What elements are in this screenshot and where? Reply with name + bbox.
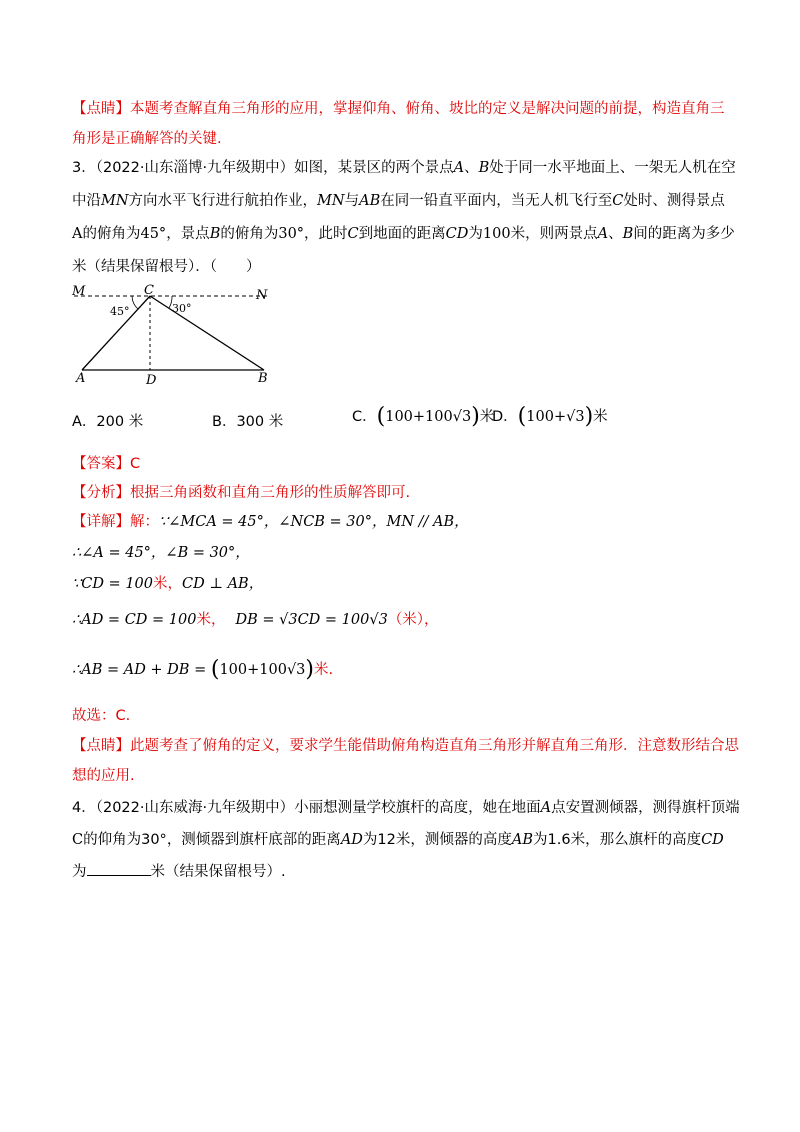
remark-text: 想的应用.	[72, 768, 135, 784]
detail-unit: 米，	[196, 612, 226, 628]
detail-line-2	[72, 542, 732, 564]
question-3-line-2	[72, 190, 732, 212]
paren-close: )	[584, 404, 594, 429]
question-text: 米，测倾器的高度	[395, 832, 512, 848]
question-3-line-1	[72, 157, 736, 179]
question-text: 米（结果保留根号）．（ ）	[72, 259, 261, 275]
detail-tag: 【详解】	[72, 514, 130, 530]
question-text: 到地面的距离	[358, 226, 446, 242]
remark-line	[72, 765, 732, 787]
question-text: 为	[362, 832, 378, 848]
math-var: A	[72, 226, 83, 242]
paren-close: )	[305, 657, 314, 682]
label-d: D	[146, 373, 157, 388]
analysis-line	[72, 482, 732, 504]
detail-unit: 米，	[153, 576, 182, 592]
question-text: ，此时	[304, 226, 348, 242]
answer-blank[interactable]	[87, 861, 151, 876]
answer-value: C	[130, 456, 141, 472]
detail-line-1	[72, 511, 732, 533]
remark-line	[72, 128, 732, 150]
option-d-expression: 100+√3	[526, 409, 585, 425]
math-var: MN	[101, 193, 129, 209]
detail-math: ∵∠MCA = 45°，∠NCB = 30°，MN // AB，	[159, 514, 469, 530]
detail-math: ∵CD = 100	[72, 576, 153, 592]
question-3-line-3	[72, 223, 735, 245]
question-text: 方向水平飞行进行航拍作业，	[128, 193, 318, 209]
question-4-line-1	[72, 797, 740, 819]
remark-text: 此题考查了俯角的定义，要求学生能借助俯角构造直角三角形并解直角三角形．注意数形结合思	[130, 738, 739, 754]
question-text: 处时、测得景点	[623, 193, 725, 209]
angle-label-30: 30°	[172, 302, 192, 315]
detail-line-5	[72, 659, 732, 681]
question-number: 4．	[72, 800, 96, 816]
geometry-figure	[68, 282, 288, 388]
math-var: A	[597, 226, 609, 242]
option-c-label: C．	[352, 409, 377, 425]
math-var: B	[209, 226, 221, 242]
question-text: 小丽想测量学校旗杆的高度，她在地面	[294, 800, 541, 816]
question-text: ，景点	[166, 226, 210, 242]
question-text: 为	[468, 226, 483, 242]
question-text: 米，则两景点	[510, 226, 598, 242]
choice-line	[72, 705, 732, 727]
detail-math: DB = √3CD = 100√3	[235, 612, 388, 628]
option-c-unit: 米	[479, 409, 495, 425]
remark-tag: 【点睛】	[72, 101, 130, 117]
option-c-expression: 100+100√3	[385, 409, 472, 425]
detail-line-4	[72, 609, 732, 631]
label-b: B	[258, 371, 268, 386]
math-var: C	[612, 193, 624, 209]
question-text: 在同一铅直平面内，当无人机飞行至	[380, 193, 613, 209]
detail-lead: 解：	[130, 514, 159, 530]
detail-expression: 100+100√3	[219, 662, 306, 678]
math-var: MN	[317, 193, 345, 209]
question-source: （2022·山东淄博·九年级期中）	[95, 160, 295, 176]
question-text: 的俯角为	[82, 226, 141, 242]
remark-tag: 【点睛】	[72, 738, 130, 754]
analysis-tag: 【分析】	[72, 485, 130, 501]
math-var: C	[347, 226, 359, 242]
question-4-line-3	[72, 861, 732, 883]
question-text: 、	[608, 226, 623, 242]
question-source: （2022·山东威海·九年级期中）	[95, 800, 295, 816]
answer-tag: 【答案】	[72, 456, 130, 472]
line-cb	[150, 296, 264, 370]
math-var: B	[622, 226, 634, 242]
question-text: 处于同一水平地面上、一架无人机在空	[489, 160, 736, 176]
option-d-unit: 米	[593, 409, 608, 425]
option-d[interactable]	[492, 406, 608, 428]
math-var: A	[540, 800, 552, 816]
paren-open: (	[210, 657, 220, 682]
paren-open: (	[376, 404, 386, 429]
question-text: 米，那么旗杆的高度	[570, 832, 702, 848]
detail-unit: （米），	[387, 612, 439, 628]
detail-math: ∴AB = AD + DB =	[72, 662, 211, 678]
option-d-label: D．	[492, 409, 518, 425]
choice-text: 故选：C.	[72, 708, 131, 724]
detail-line-3	[72, 573, 732, 595]
math-value: 30°	[278, 226, 305, 242]
angle-arc-left	[132, 296, 138, 309]
remark-line	[72, 735, 739, 757]
detail-math: ∴AD = CD = 100	[72, 612, 197, 628]
remark-text: 本题考查解直角三角形的应用，掌握仰角、俯角、坡比的定义是解决问题的前提，构造直角三	[130, 101, 725, 117]
remark-line	[72, 98, 732, 120]
math-var: AD	[340, 832, 363, 848]
question-text: ，测倾器到旗杆底部的距离	[166, 832, 341, 848]
option-b[interactable]	[212, 411, 283, 433]
question-4-line-2	[72, 829, 732, 851]
question-text: 如图，某景区的两个景点	[294, 160, 454, 176]
label-c: C	[144, 283, 154, 298]
math-var: AB	[359, 193, 381, 209]
math-var: CD	[701, 832, 724, 848]
math-value: 45°	[140, 226, 167, 242]
math-var: C	[72, 832, 84, 848]
question-text: 为	[533, 832, 548, 848]
paren-close: )	[471, 404, 480, 429]
question-text: 与	[344, 193, 360, 209]
math-value: 12	[377, 832, 396, 848]
label-m: M	[72, 284, 86, 299]
answer-line	[72, 453, 732, 475]
math-value: 1.6	[547, 832, 571, 848]
question-text: 的仰角为	[83, 832, 142, 848]
question-text: 、	[464, 160, 479, 176]
question-text: 间的距离为多少	[633, 226, 735, 242]
detail-math: ∴∠A = 45°，∠B = 30°，	[72, 545, 250, 561]
label-a: A	[76, 371, 86, 386]
math-var: A	[453, 160, 465, 176]
question-text: 为	[72, 864, 87, 880]
question-text: 的俯角为	[220, 226, 279, 242]
option-b-label: B．300 米	[212, 414, 284, 430]
math-value: 30°	[141, 832, 167, 848]
question-text: 米（结果保留根号）.	[150, 864, 286, 880]
angle-label-45: 45°	[110, 305, 130, 318]
math-var: CD	[445, 226, 469, 242]
analysis-text: 根据三角函数和直角三角形的性质解答即可.	[130, 485, 411, 501]
option-a-label: A．200 米	[72, 414, 144, 430]
question-text: 点安置测倾器，测得旗杆顶端	[551, 800, 740, 816]
option-a[interactable]	[72, 411, 143, 433]
math-var: B	[478, 160, 490, 176]
math-var: AB	[511, 832, 534, 848]
remark-text: 角形是正确解答的关键.	[72, 131, 222, 147]
math-value: 100	[482, 226, 511, 242]
option-c[interactable]	[352, 406, 494, 428]
label-n: N	[256, 288, 268, 303]
question-3-line-4	[72, 256, 732, 278]
detail-math: CD ⊥ AB，	[182, 576, 264, 592]
question-number: 3．	[72, 160, 96, 176]
question-text: 中沿	[72, 193, 101, 209]
detail-unit: 米.	[314, 662, 334, 678]
paren-open: (	[517, 404, 527, 429]
